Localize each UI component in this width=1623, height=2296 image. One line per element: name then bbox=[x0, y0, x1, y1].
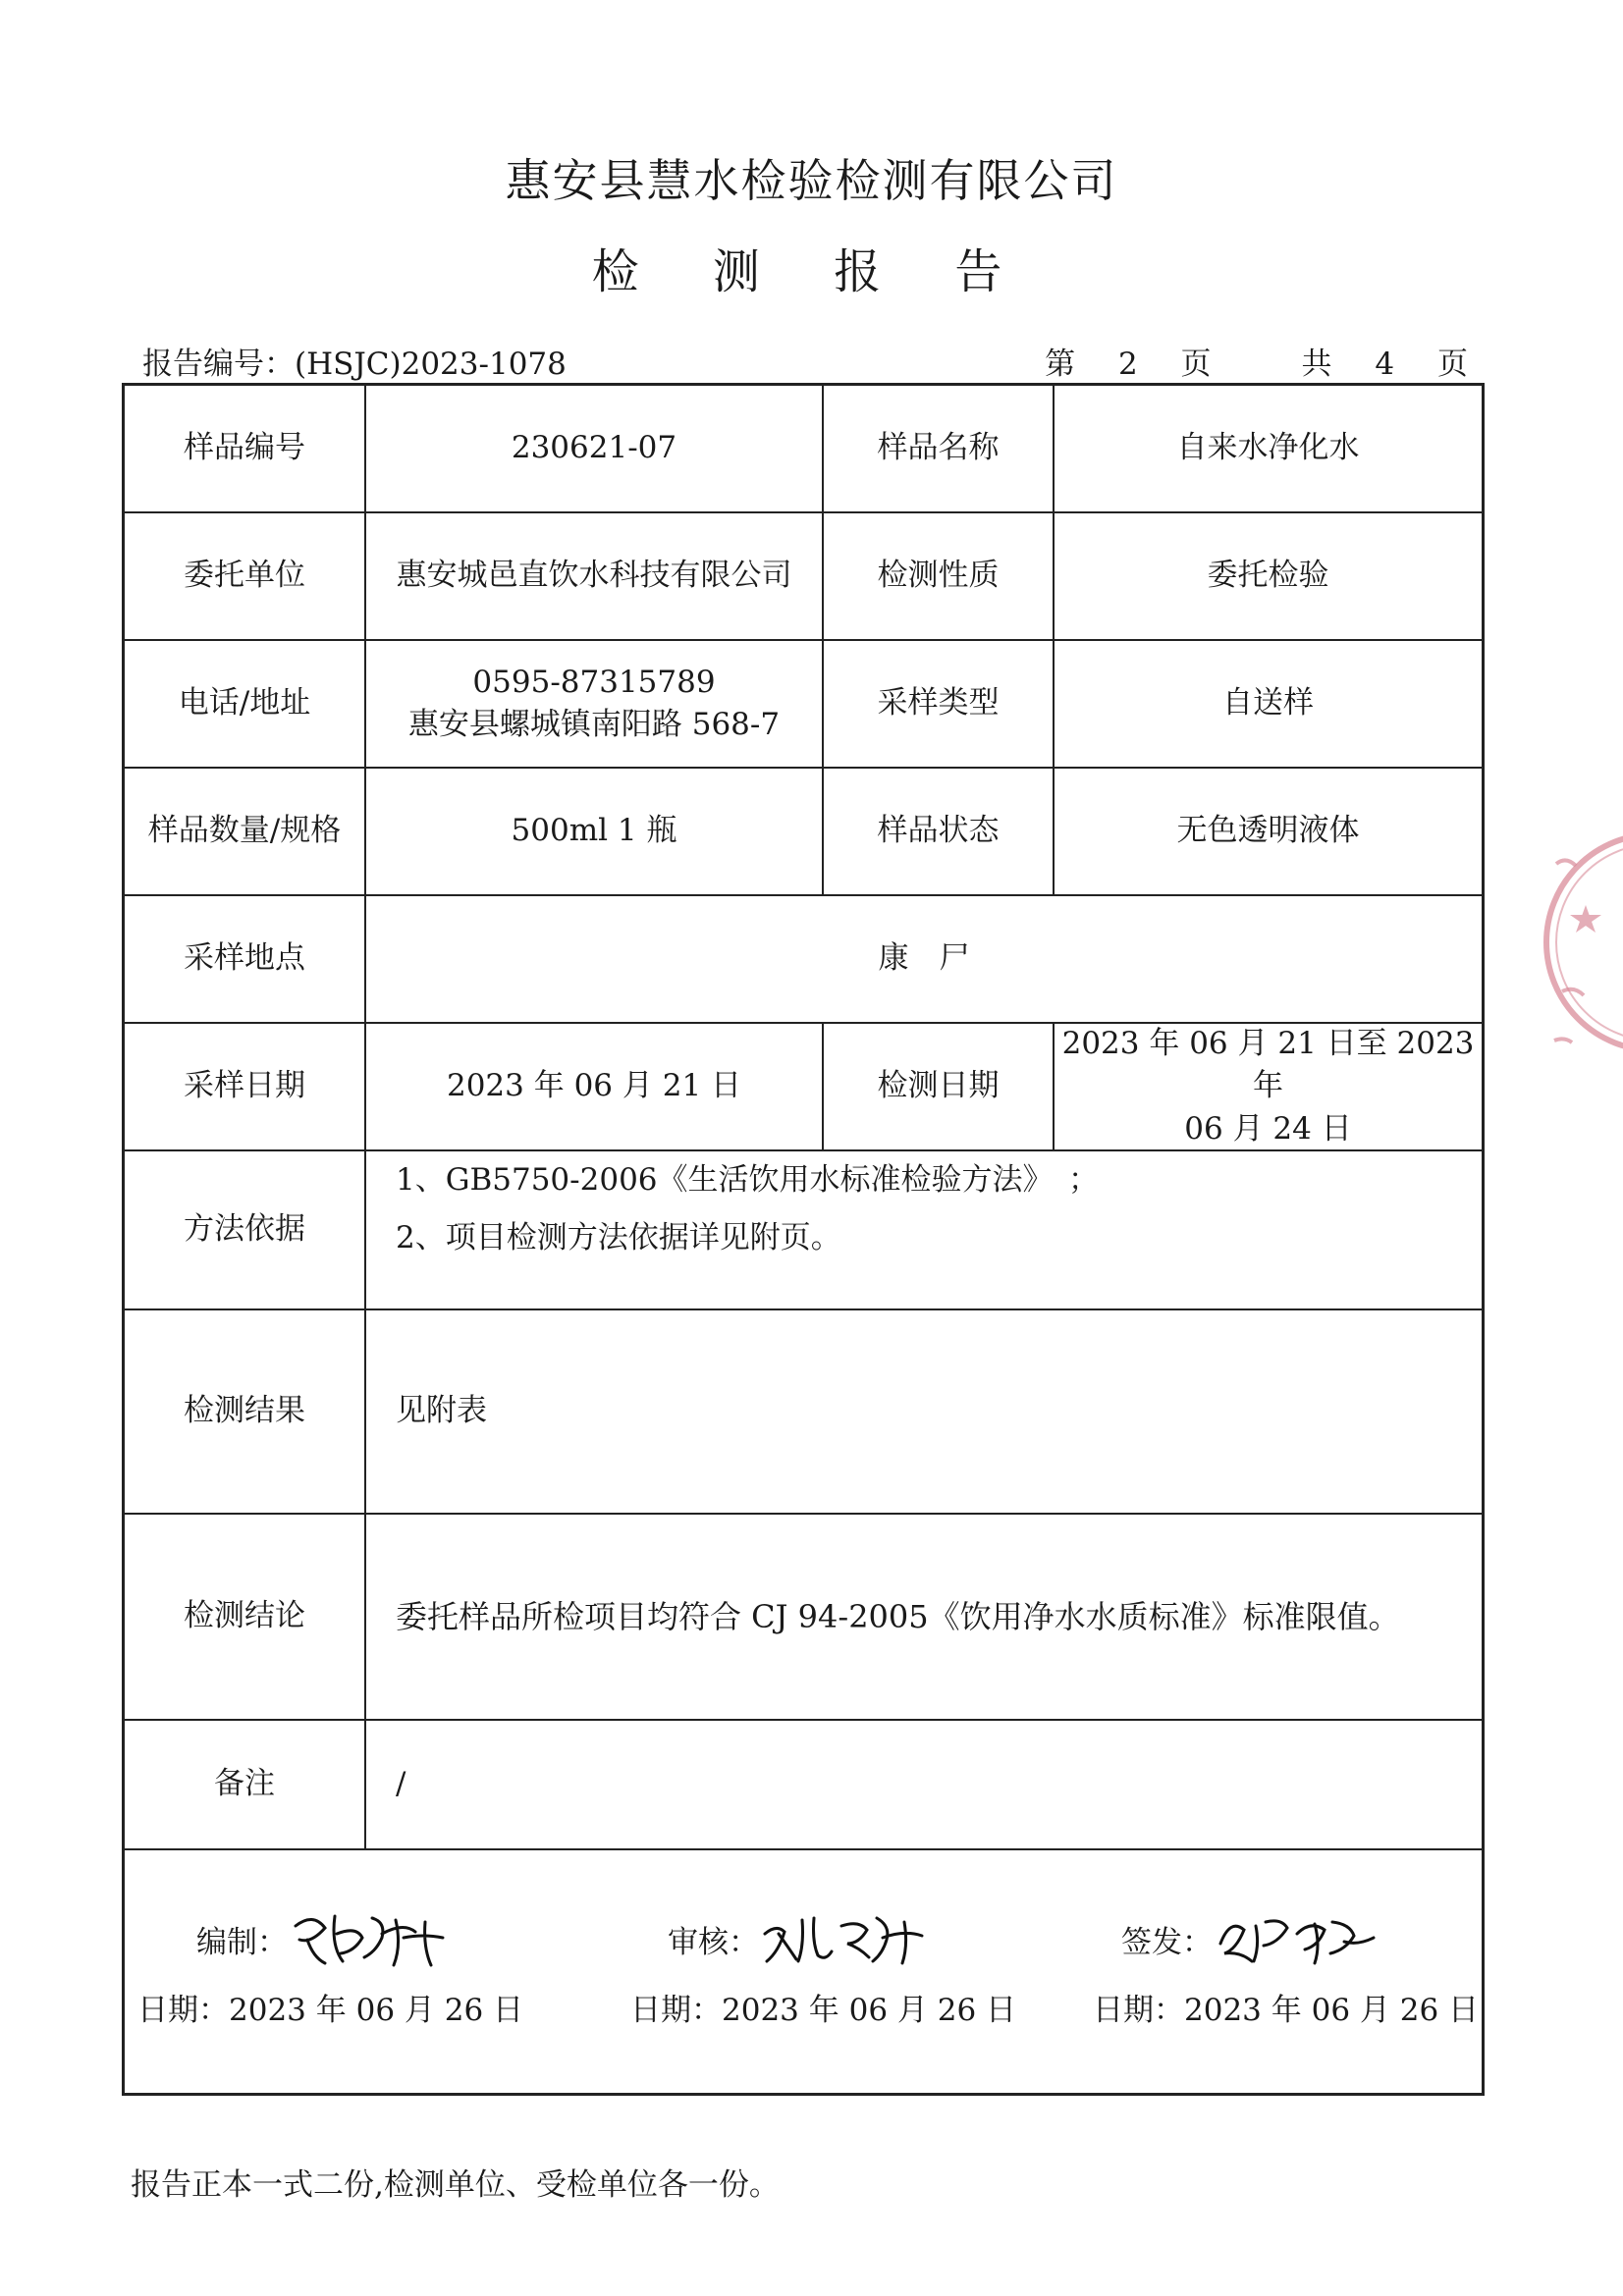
state-value: 无色透明液体 bbox=[1176, 813, 1360, 849]
location-label: 采样地点 bbox=[184, 940, 305, 977]
method-label: 方法依据 bbox=[184, 1211, 305, 1248]
client-value: 惠安城邑直饮水科技有限公司 bbox=[396, 558, 792, 594]
method-item-1: 1、GB5750-2006《生活饮用水标准检验方法》 ； bbox=[396, 1162, 1100, 1198]
result-value: 见附表 bbox=[396, 1393, 487, 1429]
approved-label: 签发： bbox=[1121, 1924, 1213, 1960]
sample-name-label: 样品名称 bbox=[877, 430, 1000, 466]
test-type-label: 检测性质 bbox=[877, 558, 1000, 594]
sampling-date-label: 采样日期 bbox=[184, 1068, 305, 1104]
test-date-line1: 2023 年 06 月 21 日至 2023 年 bbox=[1061, 1025, 1475, 1104]
report-number bbox=[142, 339, 567, 383]
signature-area-bottom-border bbox=[122, 2093, 1485, 2096]
test-date-line2: 06 月 24 日 bbox=[1184, 1110, 1352, 1147]
reviewed-date: 日期：2023 年 06 月 26 日 bbox=[630, 1993, 1017, 2028]
contact-label: 电话/地址 bbox=[178, 685, 311, 721]
test-date-value bbox=[1055, 1024, 1482, 1149]
remark-value: / bbox=[396, 1766, 406, 1802]
sample-no-value: 230621-07 bbox=[511, 430, 677, 466]
compiled-label: 编制： bbox=[196, 1924, 288, 1960]
report-number-value: (HSJC)2023-1078 bbox=[295, 347, 567, 382]
quantity-value: 500ml 1 瓶 bbox=[511, 813, 677, 849]
method-value bbox=[366, 1151, 1482, 1308]
handwritten-signature-3 bbox=[1213, 1904, 1389, 1973]
location-value: 康 尸 bbox=[878, 940, 970, 977]
address-value: 惠安县螺城镇南阳路 568-7 bbox=[407, 707, 781, 742]
sampling-date-value: 2023 年 06 月 21 日 bbox=[446, 1068, 742, 1104]
test-date-label: 检测日期 bbox=[877, 1068, 1000, 1104]
row-divider bbox=[125, 1848, 1482, 1850]
compiled-signature bbox=[196, 1904, 455, 1973]
conclusion-value: 委托样品所检项目均符合 CJ 94-2005《饮用净水水质标准》标准限值。 bbox=[396, 1597, 1400, 1635]
seal-stamp-icon bbox=[1537, 795, 1623, 1129]
sample-no-label: 样品编号 bbox=[184, 430, 305, 466]
sampling-type-label: 采样类型 bbox=[877, 685, 1000, 721]
company-name: 惠安县慧水检验检测有限公司 bbox=[505, 154, 1118, 207]
method-item-2: 2、项目检测方法依据详见附页。 bbox=[396, 1220, 841, 1256]
phone-value: 0595-87315789 bbox=[472, 664, 716, 700]
conclusion-label: 检测结论 bbox=[184, 1598, 305, 1634]
test-type-value: 委托检验 bbox=[1207, 558, 1329, 594]
footer-note: 报告正本一式二份,检测单位、受检单位各一份。 bbox=[131, 2167, 780, 2203]
approved-date: 日期：2023 年 06 月 26 日 bbox=[1093, 1993, 1480, 2028]
signature-area-top bbox=[122, 1845, 1485, 1848]
client-label: 委托单位 bbox=[184, 558, 305, 594]
reviewed-label: 审核： bbox=[668, 1924, 759, 1960]
signature-area-right-border bbox=[1482, 1845, 1485, 2096]
report-title: 检 测 报 告 bbox=[591, 244, 1032, 299]
report-table bbox=[122, 383, 1485, 2096]
handwritten-signature-2 bbox=[759, 1904, 936, 1973]
sampling-type-value: 自送样 bbox=[1222, 685, 1314, 721]
page-info: 第 2 页 共 4 页 bbox=[1045, 347, 1478, 382]
state-label: 样品状态 bbox=[877, 813, 1000, 849]
quantity-label: 样品数量/规格 bbox=[147, 813, 342, 849]
signature-area-left-border bbox=[122, 1845, 125, 2096]
reviewed-signature bbox=[668, 1904, 936, 1973]
approved-signature bbox=[1121, 1904, 1389, 1973]
result-label: 检测结果 bbox=[184, 1393, 305, 1429]
sample-name-value: 自来水净化水 bbox=[1176, 430, 1360, 466]
compiled-date: 日期：2023 年 06 月 26 日 bbox=[137, 1993, 524, 2028]
remark-label: 备注 bbox=[214, 1766, 275, 1802]
report-number-label: 报告编号： bbox=[142, 347, 295, 382]
handwritten-signature-1 bbox=[288, 1904, 455, 1973]
contact-value bbox=[366, 641, 822, 767]
